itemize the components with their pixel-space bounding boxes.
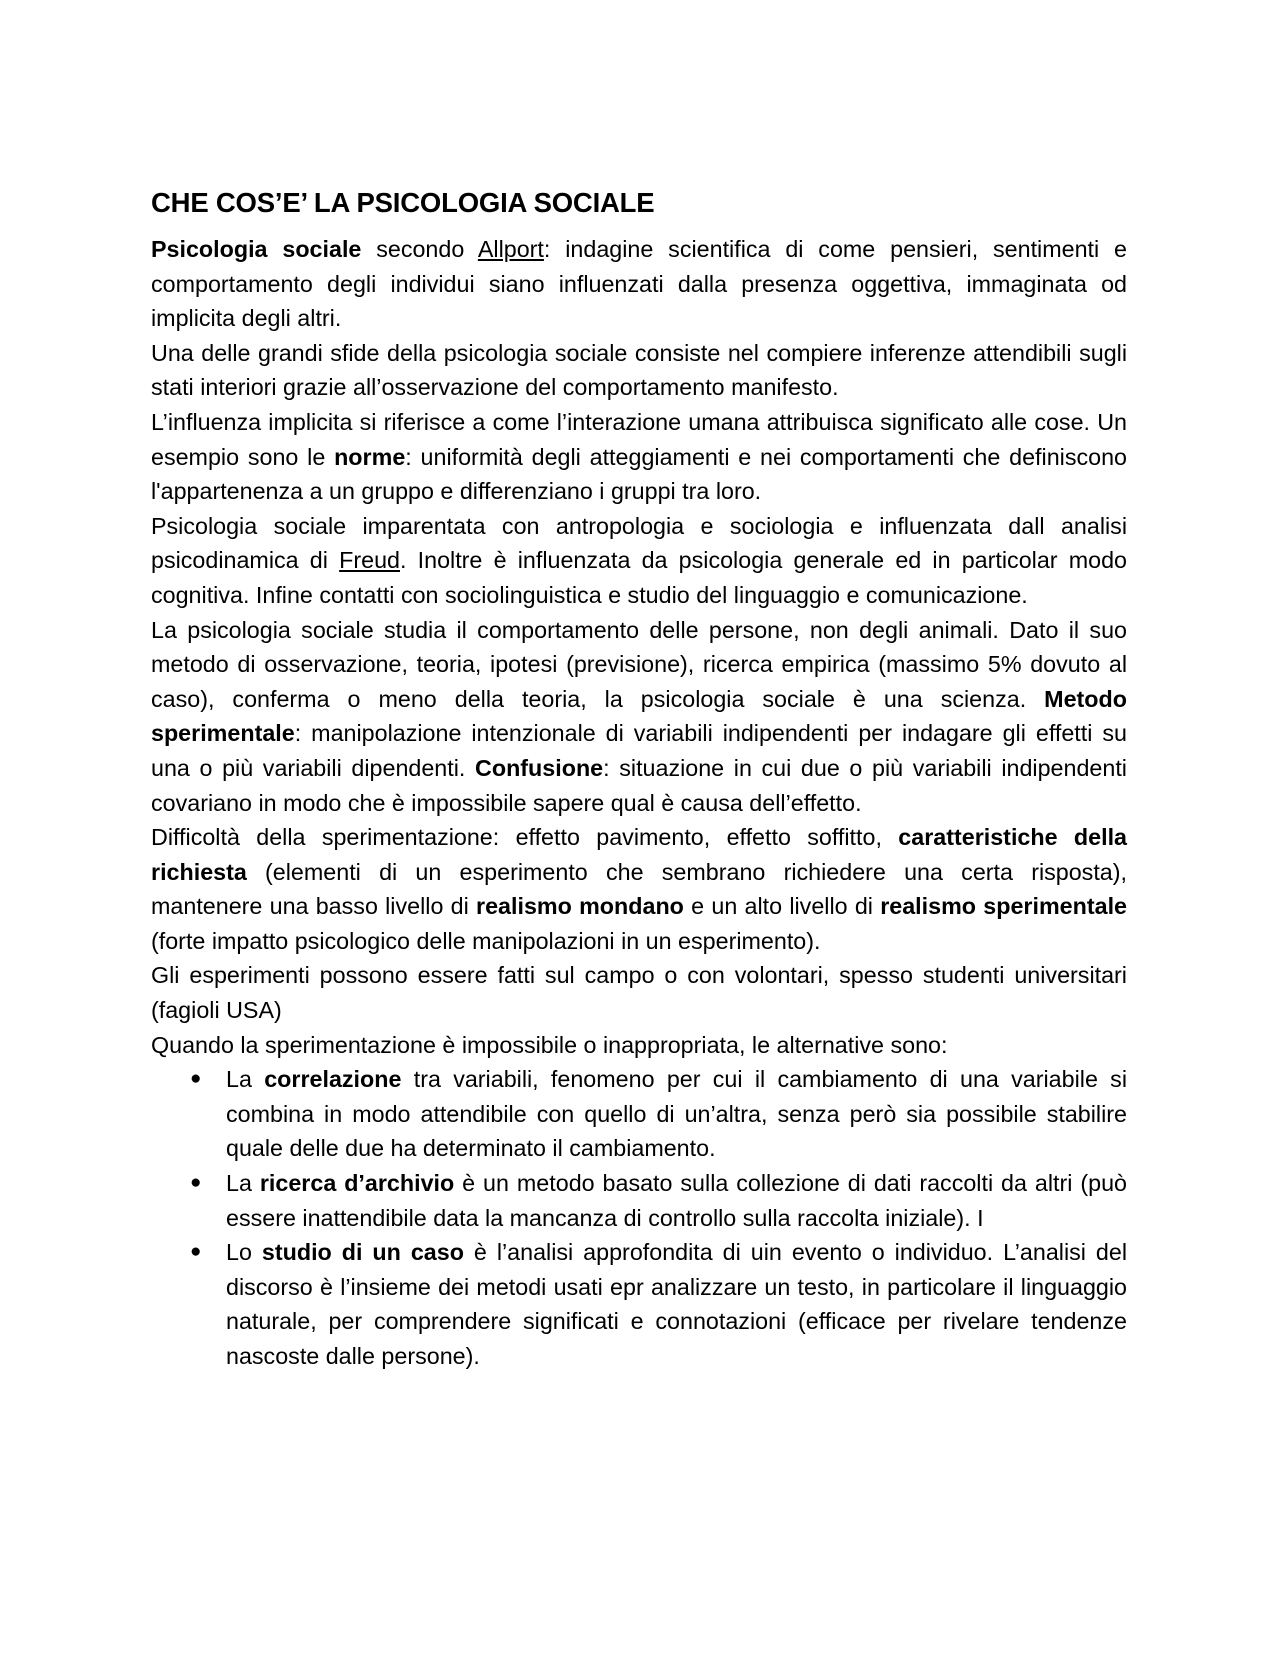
term-psicologia-sociale: Psicologia sociale: [151, 236, 362, 262]
paragraph-discipline: Psicologia sociale imparentata con antropologia e sociologia e influenzata dall analisi psicodinamica di Freud. Inoltre è influenzata da psicologia generale ed in particolar modo cognitiva. Infine contatti con sociolinguistica e studio del linguaggio e comunicazione.: [151, 512, 1128, 608]
alternatives-list: [151, 1062, 1127, 1373]
term-caratteristiche-richiesta: caratteristiche della richiesta: [151, 824, 1127, 885]
paragraph-inferenze: Una delle grandi sfide della psicologia sociale consiste nel compiere inferenze attendibili sugli stati interiori grazie all’osservazione del comportamento manifesto.: [151, 339, 1127, 401]
term-ricerca-archivio: ricerca d’archivio: [259, 1170, 455, 1197]
paragraph-esperimenti: Gli esperimenti possono essere fatti sul campo o con volontari, spesso studenti universitari (fagioli USA): [151, 962, 1127, 1024]
term-realismo-sperimentale: realismo sperimentale: [880, 893, 1127, 920]
bullet-icon: ●: [190, 1172, 202, 1194]
paragraph-difficolta: Difficoltà della sperimentazione: effetto pavimento, effetto soffitto, caratteristiche della richiesta (elementi di un esperimento che sembrano richiedere una certa risposta), mantenere una basso livello di realismo mondano e un alto livello di realismo sperimentale (forte impatto psicologico delle manipolazioni in un esperimento).: [151, 824, 1127, 954]
document-page: [151, 186, 1127, 1374]
page-title: CHE COS’E’ LA PSICOLOGIA SOCIALE: [151, 187, 655, 218]
term-realismo-mondano: realismo mondano: [476, 893, 684, 920]
term-studio-caso: studio di un caso: [261, 1239, 464, 1266]
term-confusione: Confusione: [475, 754, 604, 781]
list-item: ● La correlazione tra variabili, fenomeno per cui il cambiamento di una variabile si combina in modo attendibile con quello di un’altra, senza però sia possibile stabilire quale delle due ha determinato il cambiamento.: [151, 1062, 1127, 1166]
paragraph-alternative: Quando la sperimentazione è impossibile o inappropriata, le alternative sono:: [151, 1031, 948, 1058]
name-freud: Freud: [339, 547, 400, 574]
paragraph-influenza-implicita: L’influenza implicita si riferisce a come l’interazione umana attribuisca significato alle cose. Un esempio sono le norme: uniformità degli atteggiamenti e nei comportamenti che definiscono l'appartenenza a un gruppo e differenziano i gruppi tra loro.: [151, 408, 1127, 505]
list-item: ● Lo studio di un caso è l’analisi approfondita di uin evento o individuo. L’analisi del discorso è l’insieme dei metodi usati epr analizzare un testo, in particolare il linguaggio naturale, per comprendere significati e connotazioni (efficace per rivelare tendenze nascoste dalle persone).: [151, 1235, 1127, 1373]
list-item: ● La ricerca d’archivio è un metodo basato sulla collezione di dati raccolti da altri (può essere inattendibile data la mancanza di controllo sulla raccolta iniziale). I: [151, 1166, 1127, 1235]
name-allport: Allport: [477, 236, 544, 262]
paragraph-metodo: La psicologia sociale studia il comportamento delle persone, non degli animali. Dato il suo metodo di osservazione, teoria, ipotesi (previsione), ricerca empirica (massimo 5% dovuto al caso), conferma o meno della teoria, la psicologia sociale è una scienza. Metodo sperimentale: manipolazione intenzionale di variabili indipendenti per indagare gli effetti su una o più variabili dipendenti. Confusione: situazione in cui due o più variabili indipendenti covariano in modo che è impossibile sapere qual è causa dell’effetto.: [151, 616, 1127, 816]
term-correlazione: correlazione: [264, 1066, 402, 1093]
bullet-icon: ●: [190, 1241, 202, 1263]
bullet-icon: ●: [190, 1068, 202, 1090]
term-metodo-sperimentale: Metodo sperimentale: [151, 685, 1127, 747]
term-norme: norme: [334, 443, 406, 470]
paragraph-definition: Psicologia sociale secondo Allport: indagine scientifica di come pensieri, sentimenti e comportamento degli individui siano influenzati dalla presenza oggettiva, immaginata od implicita degli altri.: [151, 236, 1127, 332]
